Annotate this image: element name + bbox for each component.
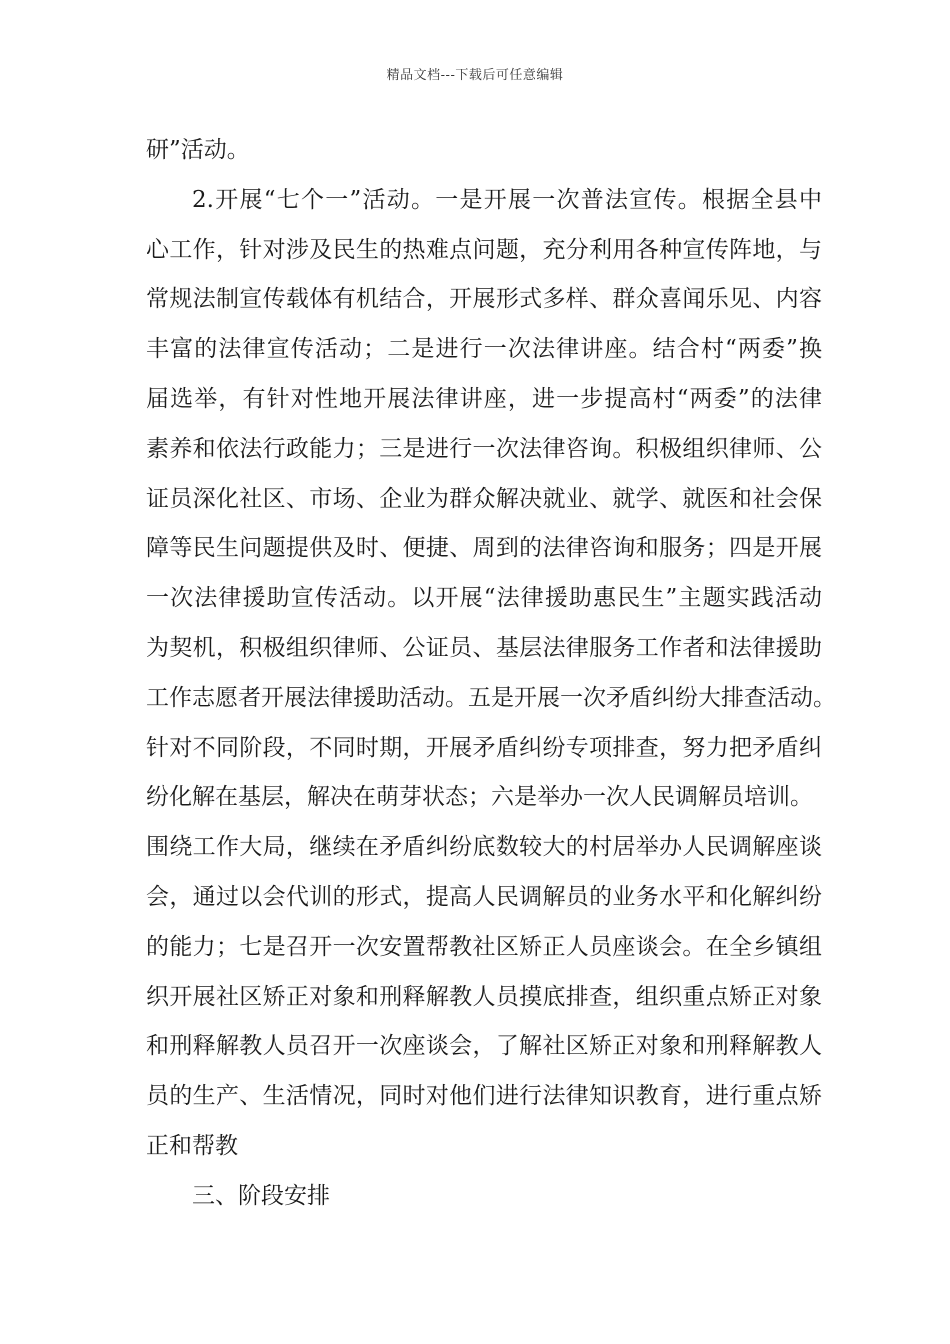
paragraph-line: 围绕工作大局，继续在矛盾纠纷底数较大的村居举办人民调解座谈: [146, 834, 822, 861]
paragraph-line: 和刑释解教人员召开一次座谈会，了解社区矫正对象和刑释解教人: [146, 1033, 822, 1060]
paragraph-line: 员的生产、生活情况，同时对他们进行法律知识教育，进行重点矫: [146, 1083, 822, 1110]
paragraph-line: 为契机，积极组织律师、公证员、基层法律服务工作者和法律援助: [146, 634, 822, 661]
paragraph-line: 正和帮教: [146, 1132, 238, 1159]
section-heading: 三、阶段安排: [192, 1182, 330, 1209]
paragraph-line: 工作志愿者开展法律援助活动。五是开展一次矛盾纠纷大排查活动。: [146, 684, 836, 711]
paragraph-line: 的能力；七是召开一次安置帮教社区矫正人员座谈会。在全乡镇组: [146, 933, 822, 960]
paragraph-line: 会，通过以会代训的形式，提高人民调解员的业务水平和化解纠纷: [146, 883, 822, 910]
paragraph-line: 障等民生问题提供及时、便捷、周到的法律咨询和服务；四是开展: [146, 535, 822, 562]
paragraph-line: 丰富的法律宣传活动；二是进行一次法律讲座。结合村“两委”换: [146, 336, 822, 363]
paragraph-line: 心工作，针对涉及民生的热难点问题，充分利用各种宣传阵地，与: [146, 236, 822, 263]
paragraph-line: 证员深化社区、市场、企业为群众解决就业、就学、就医和社会保: [146, 485, 822, 512]
paragraph-line: 素养和依法行政能力；三是进行一次法律咨询。积极组织律师、公: [146, 435, 822, 462]
paragraph-line: 2.开展“七个一”活动。一是开展一次普法宣传。根据全县中: [192, 186, 822, 213]
paragraph-line: 纷化解在基层，解决在萌芽状态；六是举办一次人民调解员培训。: [146, 784, 813, 811]
paragraph-line: 常规法制宣传载体有机结合，开展形式多样、群众喜闻乐见、内容: [146, 286, 822, 313]
page-header: 精品文档---下载后可任意编辑: [386, 68, 564, 83]
paragraph-line: 针对不同阶段，不同时期，开展矛盾纠纷专项排查，努力把矛盾纠: [146, 734, 822, 761]
paragraph-line: 一次法律援助宣传活动。以开展“法律援助惠民生”主题实践活动: [146, 585, 822, 612]
document-body: [146, 126, 836, 1222]
paragraph-line: 织开展社区矫正对象和刑释解教人员摸底排查，组织重点矫正对象: [146, 983, 822, 1010]
paragraph-line: 届选举，有针对性地开展法律讲座，进一步提高村“两委”的法律: [146, 385, 822, 412]
paragraph-line: 研”活动。: [146, 137, 250, 163]
